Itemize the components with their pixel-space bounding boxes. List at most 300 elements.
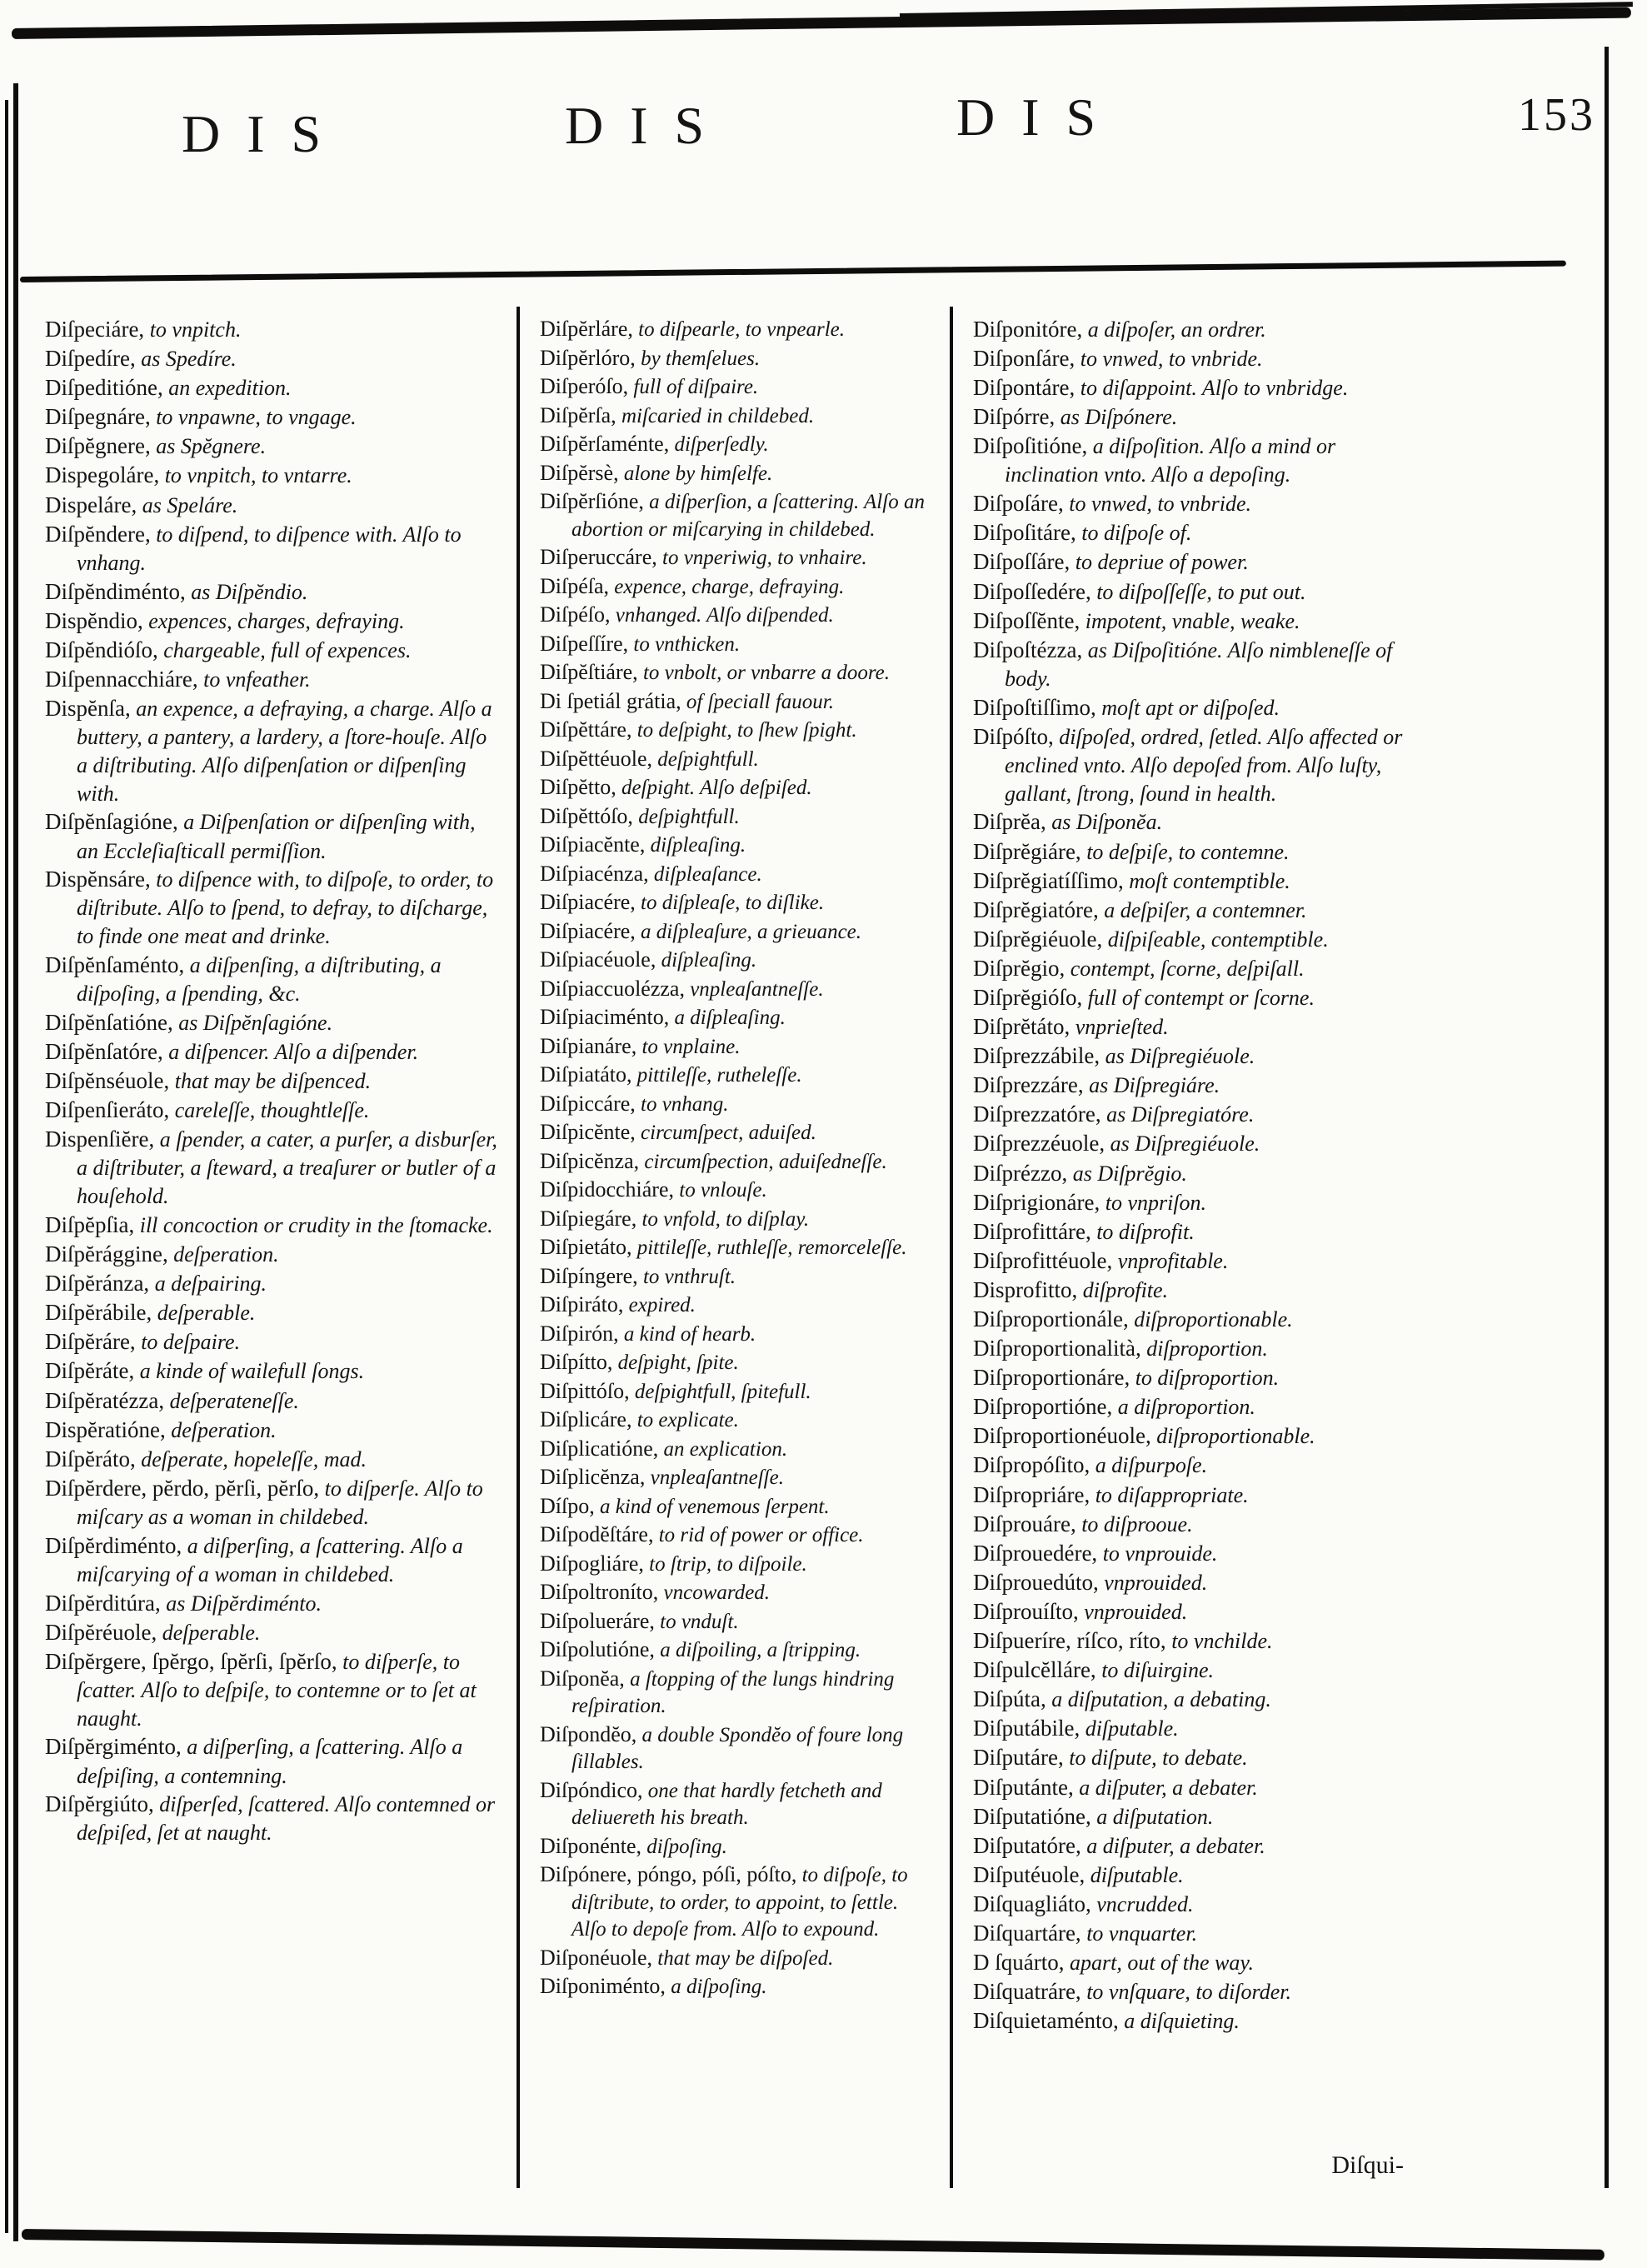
dictionary-entry [45, 1327, 500, 1356]
entry-headword: Diſperóſo, [540, 374, 629, 398]
entry-definition: to diſappoint. Alſo to vnbridge. [1075, 376, 1349, 401]
dictionary-entry [45, 1067, 500, 1096]
entry-headword: Diſpĕrgiménto, [45, 1734, 182, 1760]
left-border-outer [5, 100, 8, 2233]
entry-headword: Diſplicĕnza, [540, 1465, 646, 1489]
entry-definition: vnprieſted. [1070, 1015, 1169, 1040]
entry-headword: Diſprĕgiáre, [973, 838, 1081, 864]
entry-definition: a ſpender, a cater, a purſer, a disburſer, a diſtributer, a ſteward, a treaſurer or butler of a houſehold. [77, 1127, 497, 1209]
entry-definition: a diſpleaſing. [669, 1007, 786, 1029]
entry-definition: as Diſpregiéuole. [1100, 1044, 1255, 1069]
entry-headword: Diſpittóſo, [540, 1378, 630, 1403]
entry-headword: Diſperuccáre, [540, 545, 657, 569]
dictionary-entry [540, 1636, 933, 1665]
dictionary-entry [45, 373, 500, 402]
entry-definition: a deſpiſer, a contemner. [1098, 897, 1307, 922]
entry-headword: Diſpontáre, [973, 375, 1076, 401]
entry-headword: Diſponénte, [540, 1833, 642, 1858]
entry-headword: Diſpicĕnza, [540, 1148, 640, 1173]
entry-definition: to diſproportion. [1130, 1366, 1280, 1391]
entry-headword: Diſproportióne, [973, 1394, 1113, 1420]
dictionary-entry [973, 344, 1412, 373]
entry-definition: a diſperſion, a ſcattering. Alſo an abortion or miſcarying in childebed. [571, 491, 925, 541]
column-3 [950, 307, 1591, 2188]
dictionary-entry [973, 1831, 1412, 1861]
entry-definition: deſpightfull. [652, 747, 759, 771]
dictionary-entry [540, 1262, 933, 1291]
entry-definition: to vnduſt. [654, 1610, 739, 1633]
entry-definition: as Diſprĕgio. [1067, 1161, 1187, 1186]
dictionary-entry [45, 1125, 500, 1211]
entry-definition: a diſpoſer, an ordrer. [1082, 317, 1266, 342]
column-1 [25, 307, 517, 2188]
entry-definition: to vnpriſon. [1100, 1190, 1207, 1215]
entry-definition: by themſelues. [635, 347, 761, 370]
entry-definition: impotent, vnable, weake. [1080, 608, 1300, 633]
dictionary-entry [540, 1233, 933, 1262]
entry-definition: diſpoſing. [641, 1835, 727, 1858]
entry-definition: of ſpeciall fauour. [681, 690, 834, 713]
entry-definition: a diſpencer. Alſo a diſpender. [162, 1039, 419, 1064]
entry-definition: deſpight. Alſo deſpiſed. [616, 777, 812, 799]
dictionary-entry [973, 983, 1412, 1012]
entry-headword: Diſpĕrgere, ſpĕrgo, ſpĕrſi, ſpĕrſo, [45, 1648, 337, 1674]
top-rule [12, 7, 1631, 39]
dictionary-entry [540, 716, 933, 745]
dictionary-entry [540, 888, 933, 917]
dictionary-entry [973, 315, 1412, 344]
entry-headword: Diſpĕráto, [45, 1446, 136, 1471]
dictionary-entry [45, 461, 500, 490]
entry-headword: Diſpĕndere, [45, 521, 151, 547]
entry-headword: Diſpĕrſa, [540, 402, 616, 427]
entry-headword: Diſpĕráte, [45, 1358, 135, 1384]
dictionary-entry [973, 1012, 1412, 1042]
dictionary-entry [973, 1188, 1412, 1217]
entry-definition: circumſpection, aduiſedneſſe. [639, 1150, 887, 1173]
entry-headword: Diſpĕſtiáre, [540, 660, 638, 684]
entry-definition: chargeable, full of expences. [157, 637, 412, 662]
entry-definition: to vnplaine. [636, 1035, 741, 1058]
entry-definition: to explicate. [631, 1409, 739, 1431]
entry-headword: Díſpo, [540, 1493, 595, 1518]
entry-headword: Diſplicatióne, [540, 1436, 659, 1461]
entry-headword: Diſpĕrábile, [45, 1300, 152, 1326]
entry-headword: Diſproportionéuole, [973, 1423, 1151, 1449]
entry-headword: Disprofitto, [973, 1276, 1078, 1302]
dictionary-entry [973, 1481, 1412, 1510]
entry-headword: Diſpiaciménto, [540, 1005, 670, 1029]
dictionary-entry [540, 1578, 933, 1607]
entry-definition: pittileſſe, ruthleſſe, remorceleſſe. [631, 1236, 907, 1259]
entry-definition: a diſquieting. [1118, 2009, 1240, 2034]
dictionary-entry [540, 1492, 933, 1521]
dictionary-entry [540, 543, 933, 572]
dictionary-entry [973, 1392, 1412, 1421]
dictionary-entry [973, 607, 1412, 636]
dictionary-entry [973, 1363, 1412, 1392]
entry-definition: diſproportionable. [1128, 1307, 1293, 1331]
entry-definition: to vnſquare, to diſorder. [1081, 1980, 1291, 2005]
dictionary-entry [540, 1721, 933, 1776]
dictionary-entry [45, 1298, 500, 1327]
dictionary-entry [973, 489, 1412, 518]
entry-definition: a diſpurpoſe. [1090, 1453, 1208, 1478]
entry-headword: Diſputánte, [973, 1774, 1074, 1800]
entry-definition: vnpleaſantneſſe. [684, 977, 824, 1001]
dictionary-entry [45, 636, 500, 665]
entry-headword: Dispeláre, [45, 492, 137, 517]
entry-definition: vncrudded. [1091, 1891, 1194, 1916]
entry-headword: Diſpĕpſia, [45, 1211, 135, 1237]
entry-definition: as Diſpónere. [1055, 405, 1178, 430]
dictionary-entry [973, 1977, 1412, 2006]
entry-definition: as Diſpĕndio. [185, 579, 308, 604]
entry-headword: Diſpéſo, [540, 602, 611, 627]
dictionary-entry [973, 1948, 1412, 1977]
entry-definition: an expence, a defraying, a charge. Alſo a buttery, a pantery, a lardery, a ſtore-houſe. Alſo a diſtributing. Alſo diſpenſation or diſpenſing with. [77, 696, 492, 806]
dictionary-entry [540, 1032, 933, 1062]
entry-definition: a diſperſing, a ſcattering. Alſo a deſpiſing, a contemning. [77, 1735, 463, 1788]
dictionary-entry [540, 975, 933, 1004]
entry-definition: moſt contemptible. [1123, 868, 1290, 893]
entry-headword: Dispenſiĕre, [45, 1127, 155, 1152]
entry-definition: vnpleaſantneſſe. [645, 1466, 784, 1489]
dictionary-entry [540, 402, 933, 431]
entry-headword: Diſpĕnſaménto, [45, 952, 185, 977]
dictionary-entry [540, 601, 933, 630]
entry-definition: a deſpairing. [149, 1271, 267, 1296]
entry-headword: Diſponitóre, [973, 317, 1083, 342]
entry-headword: Diſpiráto, [540, 1292, 624, 1316]
entry-headword: Dispĕratióne, [45, 1416, 166, 1442]
dictionary-entry [540, 1463, 933, 1492]
entry-definition: that may be diſpoſed. [652, 1946, 834, 1970]
entry-headword: Diſpoſſedére, [973, 578, 1091, 604]
dictionary-entry [540, 1972, 933, 2001]
entry-definition: deſperation. [165, 1417, 277, 1442]
entry-headword: Diſproportionáre, [973, 1365, 1130, 1391]
entry-definition: deſpightfull. [632, 805, 740, 828]
dictionary-entry [540, 344, 933, 373]
dictionary-entry [540, 802, 933, 832]
page-header [0, 80, 1647, 230]
entry-headword: Diſpĕráre, [45, 1329, 136, 1355]
entry-definition: ill concoction or crudity in the ſtomacke. [134, 1212, 493, 1237]
dictionary-entry [973, 636, 1412, 693]
entry-headword: Diſprézzo, [973, 1160, 1068, 1186]
entry-headword: Diſproportionalità, [973, 1336, 1141, 1361]
entry-headword: Diſputatióne, [973, 1803, 1091, 1829]
dictionary-entry [973, 1773, 1412, 1802]
entry-headword: Diſpóſto, [973, 723, 1054, 749]
entry-definition: as Speláre. [137, 492, 238, 517]
dictionary-entry [540, 1521, 933, 1550]
entry-definition: deſperable. [157, 1620, 261, 1645]
dictionary-entry [540, 1205, 933, 1234]
entry-headword: Diſprouedúto, [973, 1569, 1099, 1595]
dictionary-entry [540, 315, 933, 344]
entry-definition: to vnwed, to vnbride. [1075, 347, 1263, 372]
entry-definition: to diſpleaſe, to diſlike. [635, 892, 825, 914]
entry-headword: Diſponſáre, [973, 346, 1076, 372]
dictionary-entry [973, 1100, 1412, 1129]
entry-definition: an expedition. [162, 376, 292, 401]
dictionary-entry [973, 1305, 1412, 1334]
entry-headword: Diſpĕrággine, [45, 1241, 168, 1267]
dictionary-entry [45, 1618, 500, 1647]
dictionary-entry [540, 1003, 933, 1032]
entry-definition: diſperſed, ſcattered. Alſo contemned or deſpiſed, ſet at naught. [77, 1792, 496, 1846]
entry-headword: Diſquartáre, [973, 1920, 1081, 1946]
dictionary-entry [973, 1626, 1412, 1656]
entry-headword: Diſprĕa, [973, 809, 1046, 835]
entry-headword: Diſpegnáre, [45, 404, 151, 430]
entry-headword: Diſpíngere, [540, 1263, 638, 1288]
entry-definition: diſpleaſance. [648, 862, 762, 886]
dictionary-entry [540, 1320, 933, 1349]
dictionary-entry [45, 1647, 500, 1733]
entry-headword: Diſprofittéuole, [973, 1247, 1113, 1273]
entry-definition: apart, out of the way. [1064, 1951, 1254, 1976]
entry-definition: as Diſpregiáre. [1083, 1073, 1220, 1098]
dictionary-entry [540, 372, 933, 402]
entry-definition: a kinde of wailefull ſongs. [134, 1359, 365, 1384]
dictionary-entry [973, 2006, 1412, 2036]
entry-definition: to vnthruſt. [637, 1265, 736, 1288]
entry-definition: to deſpaire. [135, 1330, 241, 1355]
entry-headword: Diſponĕa, [540, 1666, 625, 1691]
entry-definition: to vnpitch, to vntarre. [159, 463, 352, 488]
entry-headword: Diſprĕgiatíſſimo, [973, 867, 1124, 893]
dictionary-entry [45, 1474, 500, 1531]
entry-headword: Diſpulcĕlláre, [973, 1657, 1096, 1683]
dictionary-entry [45, 432, 500, 461]
dictionary-entry [45, 1096, 500, 1125]
entry-definition: diſproportion. [1140, 1336, 1268, 1361]
entry-headword: Diſpĕrdiménto, [45, 1532, 182, 1558]
dictionary-entry [540, 658, 933, 687]
entry-headword: Diſpoltroníto, [540, 1580, 659, 1604]
entry-definition: moſt apt or diſpoſed. [1096, 695, 1280, 720]
entry-definition: as Spĕgnere. [150, 434, 267, 459]
entry-definition: a diſputer, a debater. [1073, 1775, 1258, 1800]
entry-definition: a Diſpenſation or diſpenſing with, an Eccleſiaſticall permiſſion. [77, 810, 476, 863]
entry-definition: to vnpawne, to vngage. [150, 405, 357, 430]
dictionary-entry [540, 430, 933, 459]
entry-definition: expence, charge, defraying. [609, 575, 845, 598]
entry-headword: Diſponéuole, [540, 1945, 653, 1970]
entry-definition: a diſputation, a debating. [1046, 1687, 1271, 1712]
entry-headword: Diſpoſſáre, [973, 549, 1071, 575]
entry-headword: Diſpiegáre, [540, 1206, 637, 1231]
entry-headword: Diſpianáre, [540, 1033, 637, 1058]
entry-headword: Diſpĕránza, [45, 1271, 150, 1296]
entry-headword: Diſpĕrdere, pĕrdo, pĕrſi, pĕrſo, [45, 1475, 320, 1501]
entry-definition: to vnprouide. [1097, 1541, 1218, 1566]
entry-definition: to rid of power or office. [653, 1524, 864, 1546]
entry-definition: a diſpenſing, a diſtributing, a diſpoſing, a ſpending, &c. [77, 952, 442, 1007]
entry-definition: as Diſpregiéuole. [1105, 1132, 1260, 1156]
left-border-inner [13, 83, 18, 2241]
entry-headword: Diſpĕrsè, [540, 460, 619, 485]
entry-definition: diſpiſeable, contemptible. [1102, 927, 1329, 952]
dictionary-entry [45, 1416, 500, 1445]
entry-headword: D ſquárto, [973, 1950, 1065, 1976]
page-number: 153 [1518, 89, 1595, 141]
dictionary-entry [973, 1129, 1412, 1158]
running-head-3: DIS [956, 87, 1123, 147]
entry-headword: Diſputéuole, [973, 1861, 1086, 1887]
dictionary-entry [973, 1246, 1412, 1276]
dictionary-entry [973, 1159, 1412, 1188]
entry-definition: diſputable. [1085, 1862, 1184, 1887]
entry-definition: a diſputation. [1091, 1804, 1214, 1829]
entry-headword: Diſpéſa, [540, 573, 610, 598]
entry-definition: a kind of venemous ſerpent. [594, 1495, 830, 1518]
entry-headword: Diſpiacénza, [540, 861, 649, 886]
entry-headword: Diſpietáto, [540, 1235, 632, 1259]
running-head-1: DIS [182, 104, 348, 163]
dictionary-entry [45, 1589, 500, 1618]
entry-definition: contempt, ſcorne, deſpiſall. [1065, 956, 1305, 981]
entry-headword: Diſprouíſto, [973, 1598, 1079, 1624]
entry-definition: a diſpoſing. [665, 1976, 767, 1998]
entry-headword: Diſprezzáre, [973, 1072, 1084, 1098]
entry-definition: a diſpleaſure, a grieuance. [635, 920, 862, 943]
entry-definition: to vnthicken. [628, 632, 741, 656]
entry-headword: Diſprezzatóre, [973, 1102, 1101, 1127]
entry-headword: Diſprĕgio, [973, 955, 1066, 981]
entry-definition: circumſpect, aduiſed. [635, 1122, 816, 1144]
dictionary-entry [973, 1597, 1412, 1626]
entry-definition: a diſperſing, a ſcattering. Alſo a miſcarying of a woman in childebed. [77, 1533, 463, 1586]
dictionary-entry [540, 860, 933, 889]
entry-definition: to diſpoſſeſſe, to put out. [1091, 579, 1306, 604]
entry-headword: Diſpítto, [540, 1350, 613, 1374]
entry-headword: Diſprouáre, [973, 1511, 1076, 1536]
entry-headword: Diſpiatáto, [540, 1062, 632, 1087]
dictionary-entry [45, 577, 500, 607]
dictionary-entry [540, 773, 933, 802]
dictionary-entry [973, 1685, 1412, 1714]
dictionary-entry [973, 1451, 1412, 1480]
entry-headword: Diſpropriáre, [973, 1481, 1091, 1507]
entry-definition: to vnlouſe. [674, 1179, 767, 1201]
entry-definition: to vnchilde. [1165, 1629, 1273, 1654]
entry-headword: Diſprĕgiatóre, [973, 897, 1099, 922]
entry-headword: Diſpirón, [540, 1321, 619, 1346]
dictionary-entry [45, 1445, 500, 1474]
entry-headword: Diſpropóſito, [973, 1452, 1091, 1478]
dictionary-entry [973, 1861, 1412, 1890]
entry-definition: a ſtopping of the lungs hindring reſpiration. [571, 1667, 895, 1717]
dictionary-entry [973, 1334, 1412, 1363]
entry-headword: Diſpĕndiménto, [45, 578, 186, 604]
entry-definition: diſpleaſing. [645, 834, 746, 857]
dictionary-entry [45, 520, 500, 577]
entry-headword: Diſpĕnſatióne, [45, 1009, 173, 1035]
entry-definition: full of diſpaire. [628, 376, 759, 398]
entry-headword: Diſpoſtiſſimo, [973, 694, 1096, 720]
dictionary-entry [973, 1890, 1412, 1919]
dictionary-entry [540, 946, 933, 975]
entry-definition: to diſprofit. [1091, 1219, 1195, 1244]
dictionary-entry [973, 1217, 1412, 1246]
entry-headword: Dispegoláre, [45, 462, 160, 488]
dictionary-entry [45, 807, 500, 865]
entry-headword: Diſpúta, [973, 1686, 1046, 1712]
dictionary-entry [540, 1291, 933, 1320]
dictionary-entry [973, 1919, 1412, 1948]
entry-headword: Diſpidocchiáre, [540, 1177, 674, 1201]
dictionary-entry [540, 1607, 933, 1636]
dictionary-entry [540, 1406, 933, 1435]
entry-headword: Dispĕndio, [45, 607, 143, 633]
entry-definition: deſperable. [152, 1301, 256, 1326]
entry-headword: Diſpiaccuolézza, [540, 976, 685, 1001]
entry-definition: that may be diſpenced. [169, 1069, 372, 1094]
entry-headword: Diſpoſſĕnte, [973, 607, 1081, 633]
entry-headword: Diſquagliáto, [973, 1891, 1091, 1916]
dictionary-entry [45, 951, 500, 1008]
entry-headword: Diſpĕnſagióne, [45, 809, 178, 835]
entry-definition: to diſappropriate. [1090, 1482, 1249, 1507]
dictionary-entry [540, 917, 933, 947]
bottom-rule [22, 2229, 1605, 2261]
entry-definition: to diſpend, to diſpence with. Alſo to vnhang. [77, 522, 462, 575]
entry-definition: to vnquarter. [1081, 1921, 1198, 1946]
dictionary-entry [45, 1356, 500, 1386]
dictionary-entry [973, 1042, 1412, 1071]
entry-definition: as Diſponĕa. [1046, 810, 1163, 835]
dictionary-entry [45, 1790, 500, 1847]
entry-definition: a diſputer, a debater. [1081, 1833, 1265, 1858]
entry-definition: vncowarded. [658, 1581, 771, 1604]
dictionary-entry [540, 831, 933, 860]
entry-headword: Diſpicĕnte, [540, 1120, 636, 1144]
entry-headword: Diſpondĕo, [540, 1721, 637, 1746]
entry-definition: a kind of hearb. [618, 1322, 756, 1346]
entry-headword: Diſpĕttóſo, [540, 803, 633, 828]
dictionary-entry [973, 693, 1412, 722]
dictionary-entry [973, 1568, 1412, 1597]
entry-headword: Diſpĕtto, [540, 775, 616, 799]
dictionary-entry [973, 1656, 1412, 1685]
entry-headword: Diſpeſſíre, [540, 631, 629, 656]
entry-headword: Diſpiccáre, [540, 1091, 636, 1116]
dictionary-entry [540, 1944, 933, 1973]
dictionary-entry [540, 1377, 933, 1406]
entry-definition: alone by himſelfe. [618, 462, 773, 485]
entry-headword: Diſputatóre, [973, 1832, 1081, 1858]
entry-definition: one that hardly fetcheth and deliuereth his breath. [571, 1779, 882, 1829]
entry-definition: a diſproportion. [1112, 1395, 1255, 1420]
catchword: Diſqui- [1331, 2151, 1404, 2179]
dictionary-entry [45, 344, 500, 373]
entry-headword: Diſpĕratézza, [45, 1387, 165, 1413]
dictionary-entry [973, 837, 1412, 867]
dictionary-entry [540, 572, 933, 602]
entry-headword: Diſpolueráre, [540, 1608, 655, 1633]
dictionary-entry [540, 1090, 933, 1119]
dictionary-entry [540, 1147, 933, 1176]
dictionary-entry [973, 1743, 1412, 1772]
dictionary-entry [540, 1435, 933, 1464]
dictionary-entry [540, 1832, 933, 1861]
dictionary-entry [973, 1421, 1412, 1451]
dictionary-entry [973, 1071, 1412, 1100]
